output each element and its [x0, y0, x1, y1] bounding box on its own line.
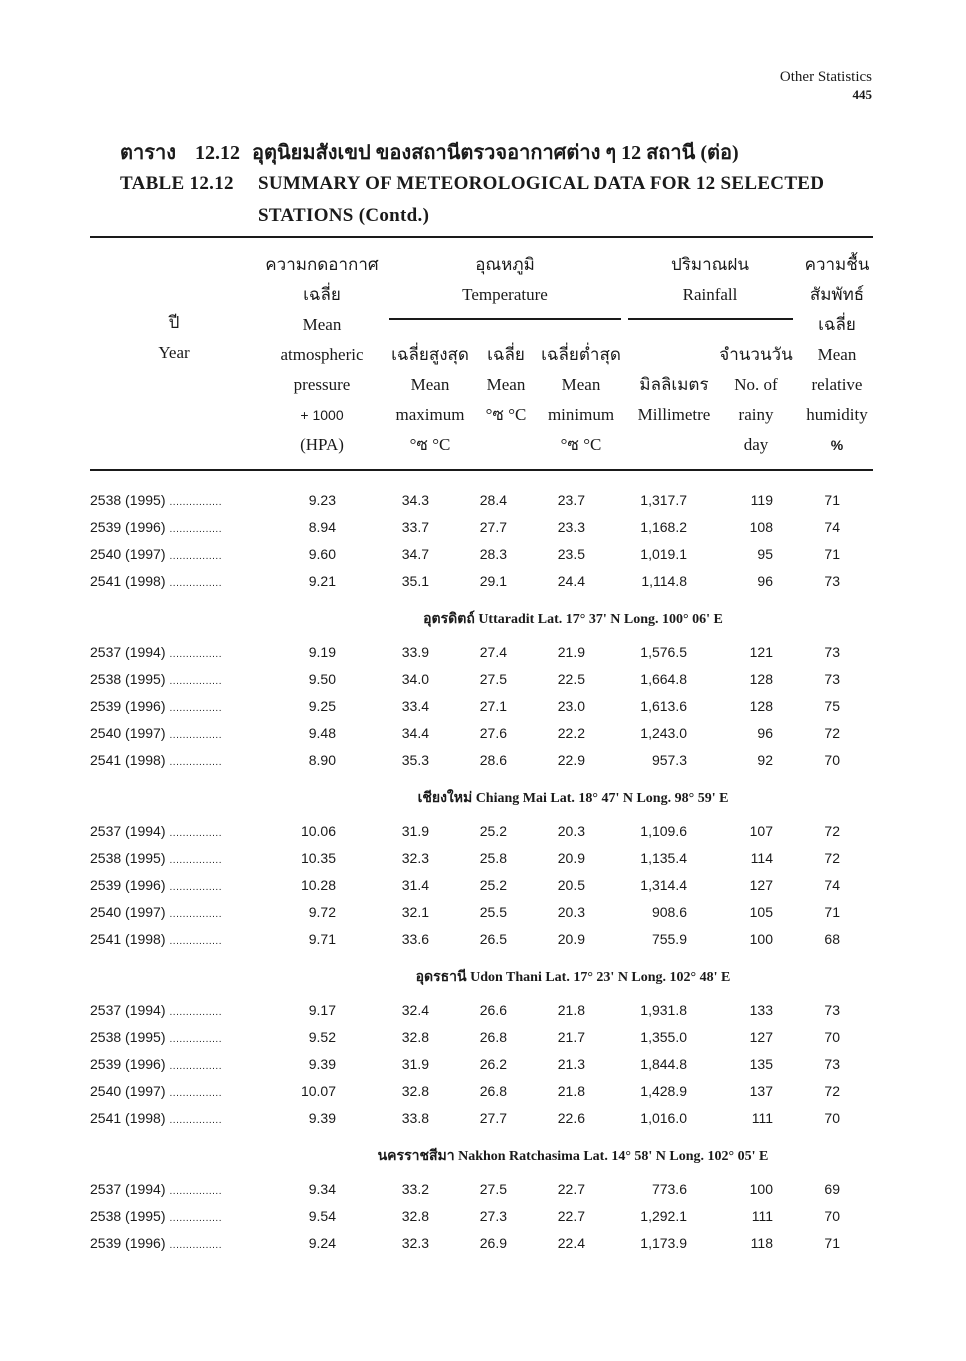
humidity-cell: 72 [824, 822, 840, 839]
rainy-days-cell: 95 [757, 545, 773, 562]
header-top-rule [90, 236, 873, 238]
mean-min-cell: 22.2 [557, 724, 585, 741]
table-row [90, 746, 866, 773]
year-cell [90, 638, 280, 665]
year-cell [90, 1077, 280, 1104]
leader-dots: ................ [169, 1212, 222, 1224]
table-row [90, 817, 866, 844]
leader-dots: ................ [169, 523, 222, 535]
header-rainfall-group: ปริมาณฝน Rainfall [670, 255, 750, 304]
table-row [90, 1050, 866, 1077]
leader-dots: ................ [169, 496, 222, 508]
header-mean-minimum: เฉลี่ยต่ำสุด Mean minimum °ซ °C [541, 345, 621, 454]
leader-dots: ................ [169, 1087, 222, 1099]
running-head-section: Other Statistics [779, 69, 872, 85]
humidity-cell: 73 [824, 1055, 840, 1072]
mean-min-cell: 21.7 [557, 1028, 585, 1045]
rainy-days-cell: 100 [749, 930, 773, 947]
year-cell [90, 1229, 280, 1256]
table-title-english [120, 168, 824, 232]
year-cell [90, 567, 280, 594]
mean-max-cell: 32.3 [401, 1234, 429, 1251]
rainfall-cell: 1,016.0 [640, 1109, 687, 1126]
year-label: 2541 (1998) [90, 572, 166, 589]
humidity-cell: 74 [824, 876, 840, 893]
year-label: 2539 (1996) [90, 518, 166, 535]
pressure-cell: 9.52 [308, 1028, 336, 1045]
station-heading-row [90, 773, 866, 817]
mean-max-cell: 35.3 [401, 751, 429, 768]
year-label: 2541 (1998) [90, 1109, 166, 1126]
mean-cell: 27.5 [479, 1180, 507, 1197]
table-row [90, 567, 866, 594]
table-row [90, 898, 866, 925]
mean-min-cell: 21.3 [557, 1055, 585, 1072]
meteorological-data-table [90, 486, 866, 1256]
humidity-cell: 73 [824, 670, 840, 687]
table-row [90, 486, 866, 513]
mean-min-cell: 20.3 [557, 822, 585, 839]
rainy-days-cell: 96 [757, 572, 773, 589]
humidity-cell: 71 [824, 1234, 840, 1251]
humidity-cell: 70 [824, 1109, 840, 1126]
rainfall-group-rule [628, 318, 793, 320]
mean-min-cell: 23.7 [557, 491, 585, 508]
mean-cell: 27.3 [479, 1207, 507, 1224]
mean-min-cell: 20.9 [557, 930, 585, 947]
humidity-cell: 72 [824, 724, 840, 741]
mean-max-cell: 34.7 [401, 545, 429, 562]
mean-cell: 25.2 [479, 822, 507, 839]
year-cell [90, 692, 280, 719]
humidity-cell: 71 [824, 491, 840, 508]
table-row [90, 665, 866, 692]
mean-max-cell: 32.3 [401, 849, 429, 866]
year-cell [90, 486, 280, 513]
pressure-cell: 9.34 [308, 1180, 336, 1197]
pressure-cell: 9.54 [308, 1207, 336, 1224]
mean-cell: 27.7 [479, 1109, 507, 1126]
year-label: 2538 (1995) [90, 849, 166, 866]
header-mean-maximum: เฉลี่ยสูงสุด Mean maximum °ซ °C [391, 345, 469, 454]
mean-min-cell: 22.4 [557, 1234, 585, 1251]
humidity-cell: 73 [824, 643, 840, 660]
mean-min-cell: 23.3 [557, 518, 585, 535]
mean-cell: 27.5 [479, 670, 507, 687]
mean-cell: 28.6 [479, 751, 507, 768]
rainy-days-cell: 105 [749, 903, 773, 920]
mean-min-cell: 24.4 [557, 572, 585, 589]
mean-max-cell: 32.8 [401, 1028, 429, 1045]
year-cell [90, 871, 280, 898]
mean-max-cell: 33.2 [401, 1180, 429, 1197]
year-label: 2540 (1997) [90, 724, 166, 741]
rainy-days-cell: 127 [749, 876, 773, 893]
table-row [90, 719, 866, 746]
year-cell [90, 1050, 280, 1077]
rainy-days-cell: 135 [749, 1055, 773, 1072]
table-row [90, 1104, 866, 1131]
table-row [90, 692, 866, 719]
rainy-days-cell: 108 [749, 518, 773, 535]
header-millimetre: มิลลิเมตร Millimetre [637, 375, 711, 424]
leader-dots: ................ [169, 854, 222, 866]
rainfall-cell: 1,613.6 [640, 697, 687, 714]
mean-max-cell: 33.8 [401, 1109, 429, 1126]
rainy-days-cell: 118 [750, 1234, 773, 1251]
leader-dots: ................ [169, 935, 222, 947]
year-label: 2538 (1995) [90, 1207, 166, 1224]
year-label: 2539 (1996) [90, 876, 166, 893]
table-label-thai: ตาราง [120, 142, 176, 164]
table-row [90, 1175, 866, 1202]
humidity-cell: 70 [824, 1207, 840, 1224]
pressure-cell: 9.71 [308, 930, 336, 947]
table-title-english-continued: STATIONS (Contd.) [258, 205, 430, 226]
year-cell [90, 898, 280, 925]
mean-min-cell: 22.6 [557, 1109, 585, 1126]
pressure-cell: 10.28 [300, 876, 336, 893]
leader-dots: ................ [169, 908, 222, 920]
rainfall-cell: 1,292.1 [640, 1207, 687, 1224]
mean-max-cell: 35.1 [401, 572, 429, 589]
mean-cell: 25.8 [479, 849, 507, 866]
year-cell [90, 1023, 280, 1050]
table-row [90, 540, 866, 567]
mean-max-cell: 32.1 [401, 903, 429, 920]
mean-max-cell: 32.4 [401, 1001, 429, 1018]
rainfall-cell: 1,576.5 [640, 643, 687, 660]
rainfall-cell: 1,135.4 [640, 849, 687, 866]
mean-cell: 27.6 [479, 724, 507, 741]
mean-min-cell: 20.3 [557, 903, 585, 920]
year-cell [90, 540, 280, 567]
mean-max-cell: 32.8 [401, 1207, 429, 1224]
mean-max-cell: 33.7 [401, 518, 429, 535]
rainfall-cell: 1,114.8 [641, 572, 687, 589]
year-cell [90, 665, 280, 692]
mean-min-cell: 20.9 [557, 849, 585, 866]
mean-max-cell: 34.0 [401, 670, 429, 687]
year-label: 2538 (1995) [90, 670, 166, 687]
leader-dots: ................ [169, 729, 222, 741]
humidity-cell: 71 [824, 545, 840, 562]
humidity-cell: 70 [824, 1028, 840, 1045]
leader-dots: ................ [169, 1239, 222, 1251]
table-label-english: TABLE 12.12 [120, 173, 234, 194]
mean-min-cell: 21.8 [557, 1001, 585, 1018]
pressure-cell: 8.90 [308, 751, 336, 768]
humidity-cell: 73 [824, 572, 840, 589]
pressure-cell: 9.39 [308, 1055, 336, 1072]
temperature-group-rule [389, 318, 621, 320]
table-row [90, 1077, 866, 1104]
rainy-days-cell: 128 [749, 697, 773, 714]
table-row [90, 871, 866, 898]
rainy-days-cell: 133 [749, 1001, 773, 1018]
pressure-cell: 9.21 [308, 572, 336, 589]
mean-max-cell: 34.4 [401, 724, 429, 741]
year-cell [90, 746, 280, 773]
year-label: 2538 (1995) [90, 491, 166, 508]
rainfall-cell: 1,844.8 [640, 1055, 687, 1072]
mean-min-cell: 21.8 [557, 1082, 585, 1099]
table-row [90, 1023, 866, 1050]
mean-max-cell: 34.3 [401, 491, 429, 508]
mean-min-cell: 21.9 [557, 643, 585, 660]
mean-max-cell: 31.9 [401, 822, 429, 839]
mean-min-cell: 20.5 [557, 876, 585, 893]
mean-cell: 28.3 [479, 545, 507, 562]
rainy-days-cell: 114 [750, 849, 773, 866]
rainfall-cell: 1,314.4 [640, 876, 687, 893]
table-row [90, 996, 866, 1023]
humidity-cell: 68 [824, 930, 840, 947]
year-label: 2541 (1998) [90, 751, 166, 768]
pressure-cell: 10.07 [300, 1082, 336, 1099]
rainfall-cell: 1,428.9 [640, 1082, 687, 1099]
rainfall-cell: 1,931.8 [640, 1001, 687, 1018]
pressure-cell: 10.06 [300, 822, 336, 839]
rainy-days-cell: 137 [749, 1082, 773, 1099]
mean-max-cell: 33.4 [401, 697, 429, 714]
station-heading: อุตรดิตถ์ Uttaradit Lat. 17° 37' N Long. 100° 06' E [423, 612, 723, 627]
rainy-days-cell: 111 [751, 1109, 773, 1126]
leader-dots: ................ [169, 1114, 222, 1126]
mean-min-cell: 22.7 [557, 1180, 585, 1197]
pressure-cell: 9.24 [308, 1234, 336, 1251]
rainfall-cell: 1,243.0 [640, 724, 687, 741]
mean-max-cell: 31.4 [401, 876, 429, 893]
mean-cell: 27.7 [479, 518, 507, 535]
station-heading: อุดรธานี Udon Thani Lat. 17° 23' N Long. 102° 48' E [415, 970, 731, 985]
mean-min-cell: 23.5 [557, 545, 585, 562]
year-cell [90, 844, 280, 871]
rainfall-cell: 1,355.0 [640, 1028, 687, 1045]
leader-dots: ................ [169, 827, 222, 839]
header-year: ปี Year [158, 313, 190, 362]
mean-max-cell: 31.9 [401, 1055, 429, 1072]
mean-cell: 26.2 [479, 1055, 507, 1072]
rainy-days-cell: 96 [757, 724, 773, 741]
header-bottom-rule [90, 469, 873, 471]
year-label: 2537 (1994) [90, 1001, 166, 1018]
mean-cell: 26.8 [479, 1028, 507, 1045]
table-title-thai [120, 136, 739, 168]
pressure-cell: 9.17 [308, 1001, 336, 1018]
mean-cell: 27.4 [479, 643, 507, 660]
humidity-cell: 69 [824, 1180, 840, 1197]
year-label: 2540 (1997) [90, 545, 166, 562]
mean-cell: 25.2 [479, 876, 507, 893]
year-label: 2539 (1996) [90, 697, 166, 714]
table-title-english-text: SUMMARY OF METEOROLOGICAL DATA FOR 12 SELECTED [258, 173, 825, 194]
rainfall-cell: 1,019.1 [640, 545, 687, 562]
mean-cell: 26.8 [479, 1082, 507, 1099]
humidity-cell: 72 [824, 1082, 840, 1099]
mean-max-cell: 32.8 [401, 1082, 429, 1099]
rainy-days-cell: 100 [749, 1180, 773, 1197]
pressure-cell: 9.48 [308, 724, 336, 741]
pressure-cell: 9.60 [308, 545, 336, 562]
mean-cell: 28.4 [479, 491, 507, 508]
humidity-cell: 72 [824, 849, 840, 866]
rainfall-cell: 1,168.2 [640, 518, 687, 535]
year-cell [90, 996, 280, 1023]
pressure-cell: 9.72 [308, 903, 336, 920]
mean-max-cell: 33.6 [401, 930, 429, 947]
mean-min-cell: 22.9 [557, 751, 585, 768]
year-cell [90, 1104, 280, 1131]
leader-dots: ................ [169, 1006, 222, 1018]
year-cell [90, 925, 280, 952]
table-number: 12.12 [195, 142, 240, 164]
leader-dots: ................ [169, 881, 222, 893]
leader-dots: ................ [169, 756, 222, 768]
year-label: 2540 (1997) [90, 1082, 166, 1099]
leader-dots: ................ [169, 675, 222, 687]
leader-dots: ................ [169, 648, 222, 660]
mean-cell: 26.6 [479, 1001, 507, 1018]
mean-min-cell: 22.5 [557, 670, 585, 687]
page-number: 445 [852, 87, 872, 102]
table-row [90, 513, 866, 540]
year-cell [90, 1202, 280, 1229]
mean-max-cell: 33.9 [401, 643, 429, 660]
leader-dots: ................ [169, 702, 222, 714]
pressure-cell: 9.25 [308, 697, 336, 714]
mean-cell: 29.1 [479, 572, 507, 589]
humidity-cell: 70 [824, 751, 840, 768]
year-cell [90, 1175, 280, 1202]
leader-dots: ................ [169, 1185, 222, 1197]
rainfall-cell: 1,109.6 [640, 822, 687, 839]
rainy-days-cell: 127 [749, 1028, 773, 1045]
year-cell [90, 513, 280, 540]
year-label: 2540 (1997) [90, 903, 166, 920]
table-row [90, 925, 866, 952]
rainfall-cell: 773.6 [651, 1180, 687, 1197]
header-humidity: ความชื้น สัมพัทธ์ เฉลี่ย Mean relative humidity % [804, 255, 870, 453]
humidity-cell: 75 [824, 697, 840, 714]
header-pressure: ความกดอากาศ เฉลี่ย Mean atmospheric pressure + 1000 (HPA) [265, 255, 379, 454]
running-head [780, 68, 872, 104]
year-label: 2537 (1994) [90, 822, 166, 839]
year-label: 2541 (1998) [90, 930, 166, 947]
rainfall-cell: 755.9 [651, 930, 687, 947]
rainfall-cell: 957.3 [651, 751, 687, 768]
mean-min-cell: 22.7 [557, 1207, 585, 1224]
mean-min-cell: 23.0 [557, 697, 585, 714]
rainy-days-cell: 119 [750, 491, 773, 508]
year-cell [90, 817, 280, 844]
leader-dots: ................ [169, 550, 222, 562]
table-title-thai-text: อุตุนิยมสังเขป ของสถานีตรวจอากาศต่าง ๆ 12 สถานี (ต่อ) [252, 142, 739, 164]
rainy-days-cell: 111 [751, 1207, 773, 1224]
year-label: 2537 (1994) [90, 1180, 166, 1197]
mean-cell: 26.9 [479, 1234, 507, 1251]
pressure-cell: 9.50 [308, 670, 336, 687]
pressure-cell: 8.94 [308, 518, 336, 535]
table-row [90, 1202, 866, 1229]
pressure-cell: 9.19 [308, 643, 336, 660]
year-label: 2539 (1996) [90, 1234, 166, 1251]
station-heading-row [90, 1131, 866, 1175]
rainy-days-cell: 92 [757, 751, 773, 768]
year-cell [90, 719, 280, 746]
year-label: 2538 (1995) [90, 1028, 166, 1045]
rainfall-cell: 1,173.9 [640, 1234, 687, 1251]
rainfall-cell: 908.6 [651, 903, 687, 920]
humidity-cell: 71 [824, 903, 840, 920]
header-mean-temperature: เฉลี่ย Mean °ซ °C [485, 345, 527, 424]
mean-cell: 26.5 [479, 930, 507, 947]
rainy-days-cell: 128 [749, 670, 773, 687]
year-label: 2539 (1996) [90, 1055, 166, 1072]
mean-cell: 25.5 [479, 903, 507, 920]
header-temperature-group: อุณหภูมิ Temperature [462, 255, 548, 304]
station-heading: นครราชสีมา Nakhon Ratchasima Lat. 14° 58' N Long. 102° 05' E [377, 1149, 769, 1164]
rainfall-cell: 1,317.7 [640, 491, 687, 508]
station-heading: เชียงใหม่ Chiang Mai Lat. 18° 47' N Long. 98° 59' E [417, 791, 729, 806]
station-heading-row [90, 952, 866, 996]
rainy-days-cell: 121 [749, 643, 773, 660]
station-heading-row [90, 594, 866, 638]
leader-dots: ................ [169, 577, 222, 589]
rainfall-cell: 1,664.8 [640, 670, 687, 687]
mean-cell: 27.1 [479, 697, 507, 714]
leader-dots: ................ [169, 1033, 222, 1045]
rainy-days-cell: 107 [749, 822, 773, 839]
header-rainy-days: จำนวนวัน No. of rainy day [719, 345, 793, 454]
year-label: 2537 (1994) [90, 643, 166, 660]
leader-dots: ................ [169, 1060, 222, 1072]
table-row [90, 638, 866, 665]
humidity-cell: 73 [824, 1001, 840, 1018]
pressure-cell: 10.35 [300, 849, 336, 866]
table-row [90, 844, 866, 871]
pressure-cell: 9.23 [308, 491, 336, 508]
table-row [90, 1229, 866, 1256]
humidity-cell: 74 [824, 518, 840, 535]
pressure-cell: 9.39 [308, 1109, 336, 1126]
